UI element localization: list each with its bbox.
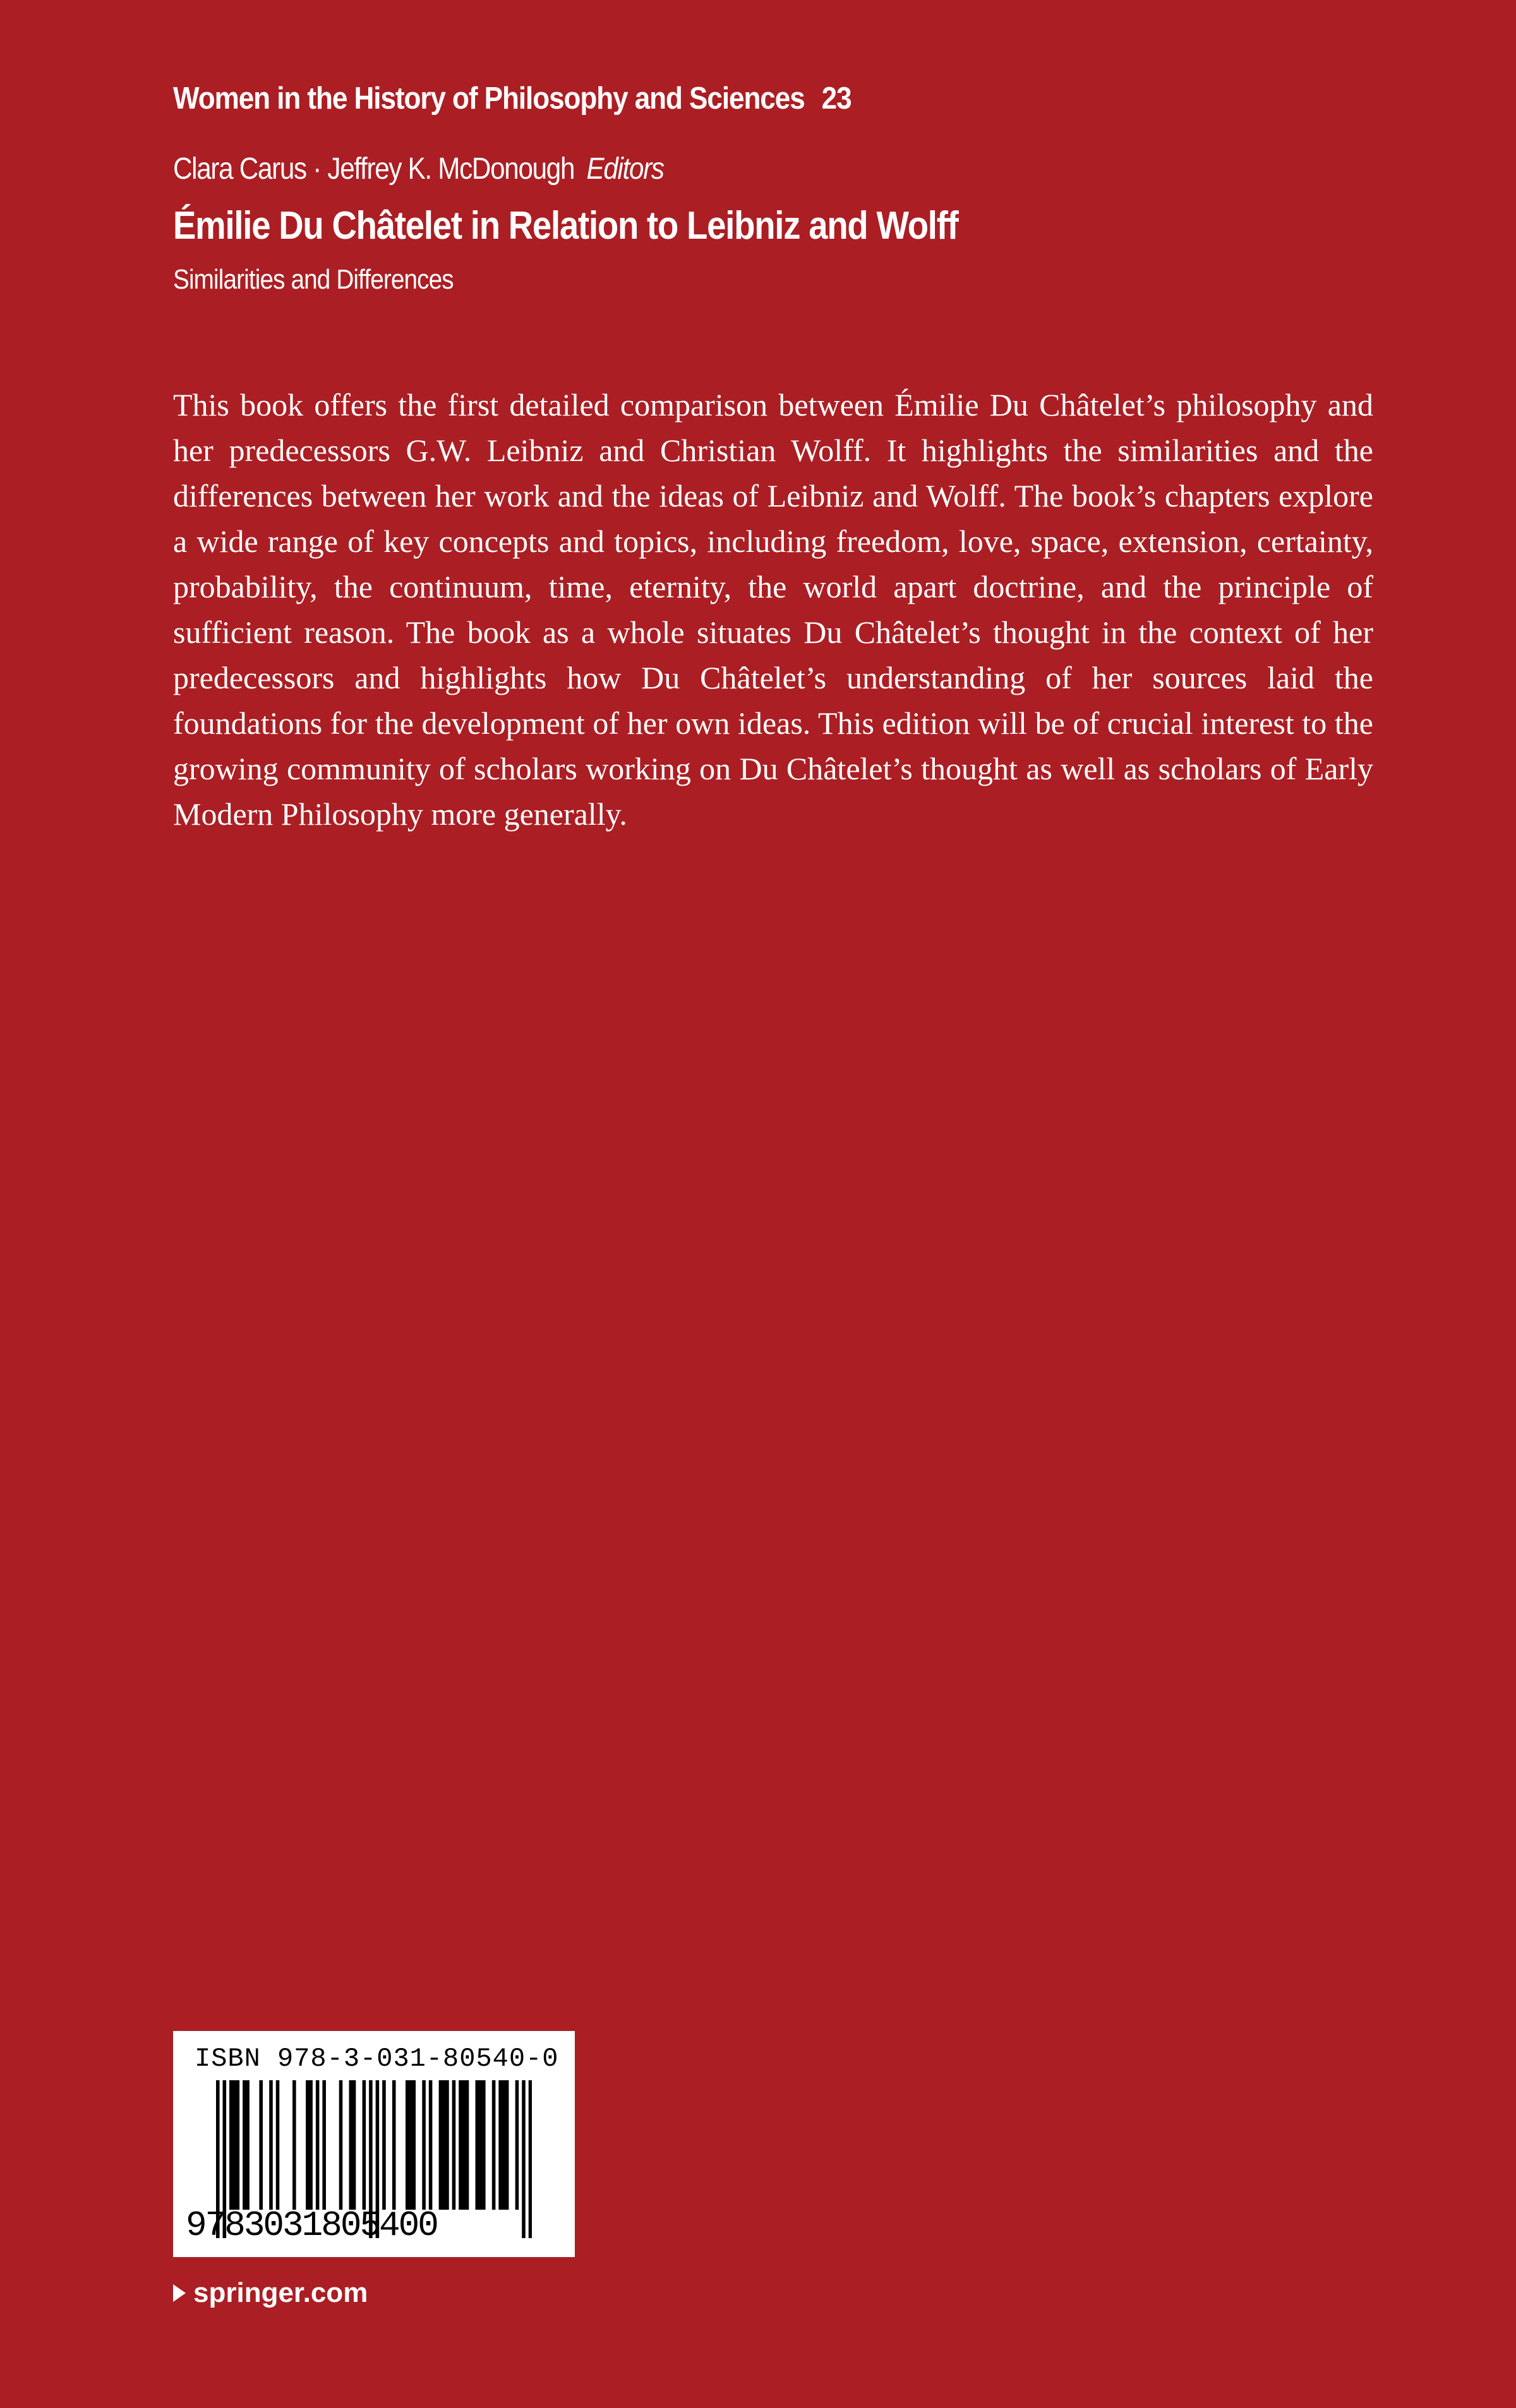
barcode-bar <box>322 2080 326 2210</box>
barcode-bar <box>476 2080 479 2210</box>
editors-role: Editors <box>586 152 664 186</box>
barcode-bar <box>429 2080 433 2210</box>
barcode-bar <box>502 2080 506 2210</box>
barcode-bar <box>529 2080 532 2238</box>
editors-line <box>173 152 664 186</box>
barcode-bar <box>306 2080 310 2210</box>
barcode-bar <box>409 2080 412 2210</box>
barcode-bar <box>466 2080 469 2210</box>
barcode-bar <box>439 2080 443 2210</box>
barcode-panel <box>173 2031 575 2257</box>
springer-link-label: springer.com <box>193 2277 368 2308</box>
barcode-bar <box>479 2080 483 2210</box>
barcode-bar <box>236 2080 240 2210</box>
barcode-bar <box>309 2080 313 2210</box>
series-name: Women in the History of Philosophy and Sciences <box>173 81 805 116</box>
barcode-bar <box>276 2080 280 2210</box>
barcode-bar <box>459 2080 462 2210</box>
arrow-right-icon <box>173 2284 186 2302</box>
barcode-bar <box>269 2080 273 2210</box>
barcode-bar <box>392 2080 396 2210</box>
barcode-bar <box>452 2080 456 2210</box>
series-number: 23 <box>821 81 851 116</box>
barcode-bar <box>406 2080 409 2210</box>
springer-link[interactable] <box>173 2277 368 2309</box>
book-description: This book offers the first detailed comparison between Émilie Du Châtelet’s philosophy and her predecessors G.W. Leibniz and Christian Wolff. It highlights the similarities and the differences between her work and the ideas of Leibniz and Wolff. The book’s chapters explore a wide range of key concepts and topics, including freedom, love, space, extension, certainty, probability, the continuum, time, eternity, the world apart doctrine, and the principle of sufficient reason. The book as a whole situates Du Châtelet’s thought in the context of her predecessors and highlights how Du Châtelet’s understanding of her sources laid the foundations for the development of her own ideas. This edition will be of crucial interest to the growing community of scholars working on Du Châtelet’s thought as well as scholars of Early Modern Philosophy more generally. <box>173 387 1373 832</box>
isbn-label: ISBN 978-3-031-80540-0 <box>195 2044 559 2074</box>
barcode-bar <box>445 2080 449 2210</box>
barcode-bar <box>515 2080 519 2210</box>
series-line <box>173 81 851 116</box>
barcode-bar <box>462 2080 466 2210</box>
barcode-bar <box>339 2080 343 2210</box>
barcode-bar <box>316 2080 320 2210</box>
barcode-bar <box>498 2080 502 2210</box>
barcode-bar <box>352 2080 356 2210</box>
barcode-bar <box>492 2080 496 2210</box>
barcode-bar <box>243 2080 246 2210</box>
barcode-bar <box>482 2080 486 2210</box>
barcode-bar <box>229 2080 233 2210</box>
barcode-bar <box>382 2080 386 2210</box>
book-subtitle: Similarities and Differences <box>173 264 454 295</box>
barcode-bar <box>232 2080 236 2210</box>
barcode-bar <box>505 2080 509 2210</box>
barcode-bar <box>442 2080 446 2210</box>
barcode-bar <box>522 2080 526 2238</box>
book-title: Émilie Du Châtelet in Relation to Leibniz and Wolff <box>173 204 958 248</box>
barcode-bar <box>422 2080 426 2210</box>
editor-names: Clara Carus · Jeffrey K. McDonough <box>173 152 575 186</box>
barcode-bar <box>259 2080 263 2210</box>
barcode-bar <box>349 2080 353 2210</box>
ean-digits: 9783031805400 <box>186 2205 437 2246</box>
barcode-bar <box>412 2080 416 2210</box>
barcode-bar <box>246 2080 250 2210</box>
barcode-bar <box>292 2080 296 2210</box>
barcode-bar <box>363 2080 366 2210</box>
